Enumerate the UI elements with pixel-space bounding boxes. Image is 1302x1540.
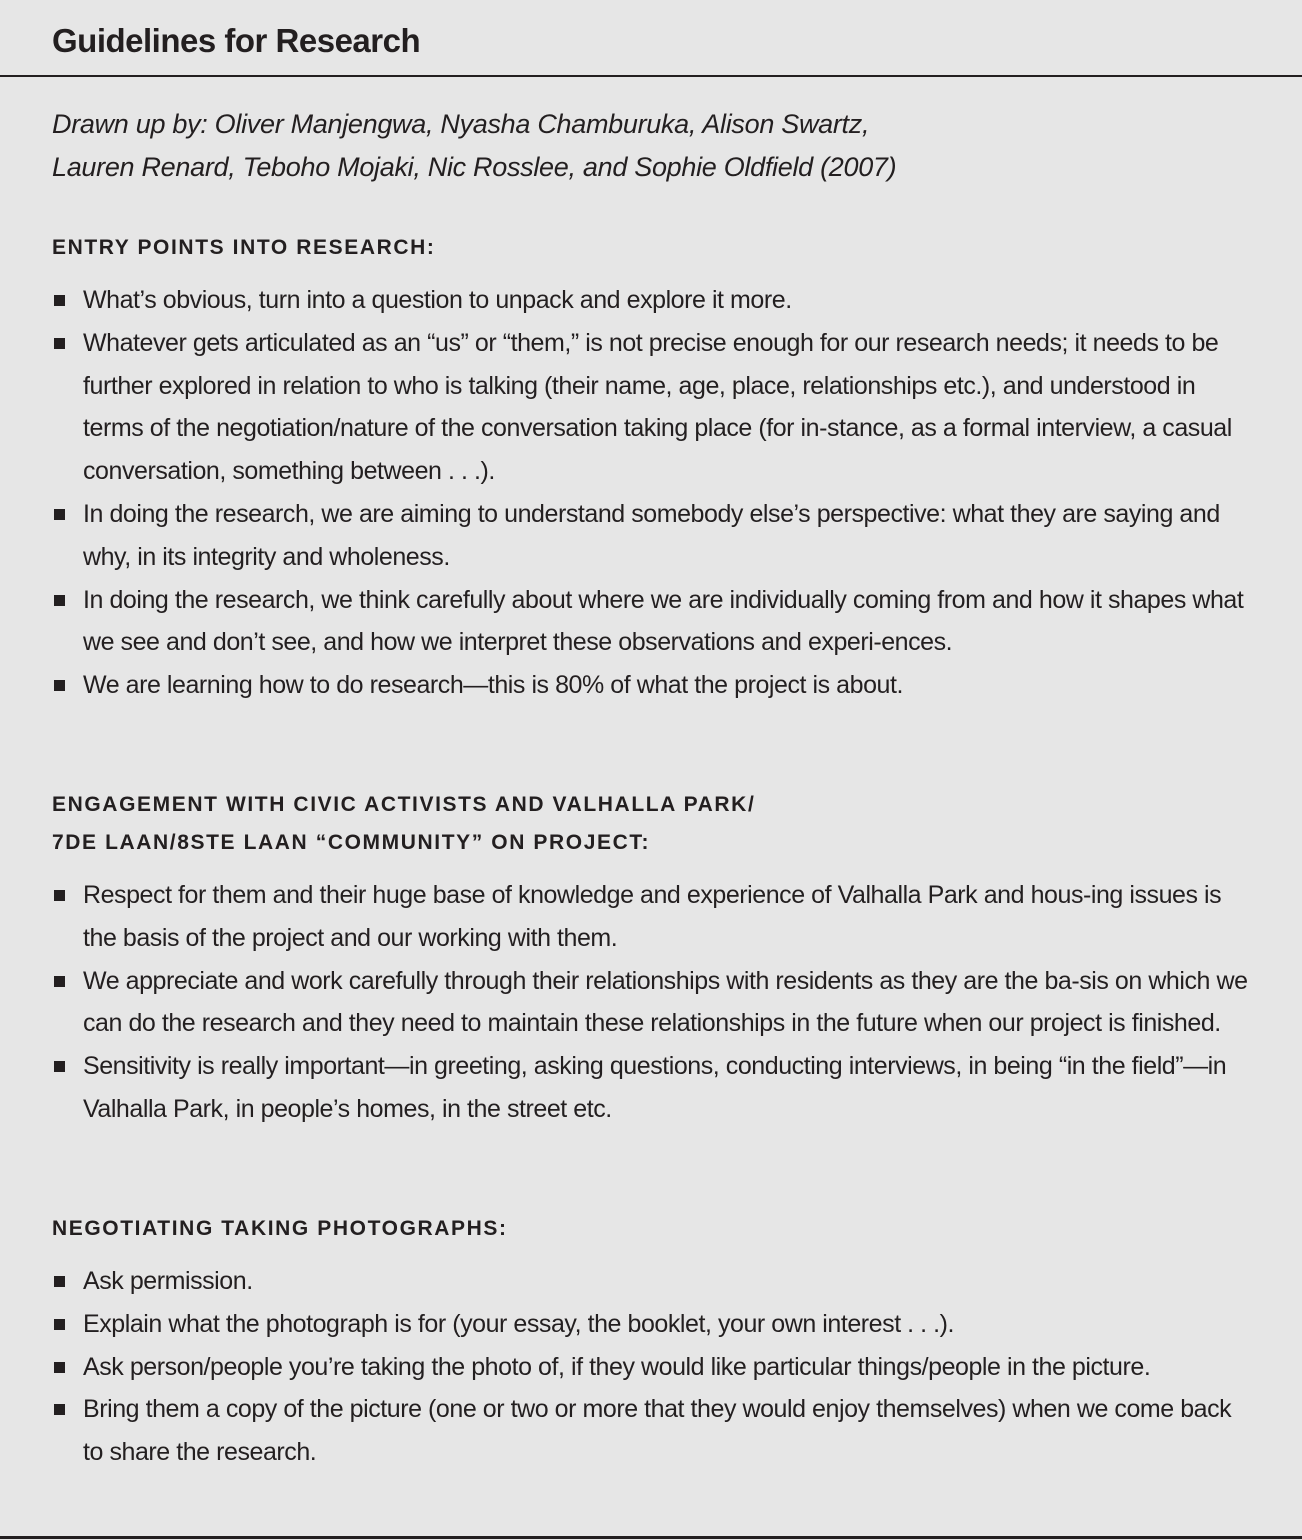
- section-heading-line: ENTRY POINTS INTO RESEARCH:: [52, 236, 436, 259]
- section-heading: [52, 786, 1252, 862]
- list-item-text: We appreciate and work carefully through their relationships with residents as they are the ba-sis on which we can do the research and they need to maintain these relationships in the future when our project is finished.: [83, 966, 1248, 1038]
- square-bullet-icon: [54, 1362, 65, 1373]
- list-item-text: Ask person/people you’re taking the photo of, if they would like particular things/people in the picture.: [83, 1352, 1151, 1381]
- square-bullet-icon: [54, 295, 65, 306]
- bullet-list: [52, 874, 1252, 1131]
- section-heading: [52, 229, 1252, 267]
- section-photographs: [52, 1210, 1252, 1474]
- list-item: [52, 1346, 1252, 1389]
- title-divider: [0, 75, 1302, 77]
- list-item: [52, 493, 1252, 579]
- section-heading-line: 7DE LAAN/8STE LAAN “COMMUNITY” ON PROJECT:: [52, 831, 651, 854]
- list-item: [52, 960, 1252, 1046]
- list-item-text: Respect for them and their huge base of knowledge and experience of Valhalla Park and hous-ing issues is the basis of the project and our working with them.: [83, 881, 1222, 952]
- page-title: Guidelines for Research: [52, 22, 421, 59]
- square-bullet-icon: [54, 1319, 65, 1330]
- list-item-text: Explain what the photograph is for (your essay, the booklet, your own interest . . .).: [83, 1309, 955, 1338]
- section-heading-line: NEGOTIATING TAKING PHOTOGRAPHS:: [52, 1217, 508, 1240]
- list-item-text: Ask permission.: [83, 1267, 253, 1295]
- list-item-text: Sensitivity is really important—in greeting, asking questions, conducting interviews, in being “in the field”—in Valhalla Park, in people’s homes, in the street etc.: [83, 1052, 1227, 1123]
- section-heading: [52, 1210, 1252, 1248]
- square-bullet-icon: [54, 1276, 65, 1287]
- byline-line-1: Drawn up by: Oliver Manjengwa, Nyasha Chamburuka, Alison Swartz,: [52, 109, 870, 139]
- list-item: [52, 1045, 1252, 1131]
- list-item: [52, 1303, 1252, 1346]
- list-item-text: What’s obvious, turn into a question to unpack and explore it more.: [83, 286, 792, 314]
- byline: [52, 103, 896, 189]
- square-bullet-icon: [54, 1061, 65, 1072]
- section-heading-line: ENGAGEMENT WITH CIVIC ACTIVISTS AND VALHALLA PARK/: [52, 793, 756, 816]
- list-item: [52, 322, 1252, 493]
- list-item: [52, 1260, 1252, 1303]
- square-bullet-icon: [54, 680, 65, 691]
- list-item-text: In doing the research, we think carefully about where we are individually coming from and how it shapes what we see and don’t see, and how we interpret these observations and experi-ences.: [83, 585, 1244, 657]
- list-item: [52, 664, 1252, 707]
- square-bullet-icon: [54, 1404, 65, 1415]
- section-entry-points: [52, 229, 1252, 707]
- bullet-list: [52, 279, 1252, 707]
- square-bullet-icon: [54, 976, 65, 987]
- list-item: [52, 579, 1252, 665]
- list-item-text: In doing the research, we are aiming to understand somebody else’s perspective: what they are saying and why, in its integrity and wholeness.: [83, 499, 1220, 571]
- list-item-text: Bring them a copy of the picture (one or two or more that they would enjoy themselves) when we come back to share the research.: [83, 1395, 1232, 1467]
- square-bullet-icon: [54, 509, 65, 520]
- list-item: [52, 279, 1252, 322]
- square-bullet-icon: [54, 338, 65, 349]
- list-item: [52, 1388, 1252, 1474]
- bottom-divider: [0, 1536, 1302, 1539]
- byline-line-2: Lauren Renard, Teboho Mojaki, Nic Rosslee, and Sophie Oldfield (2007): [52, 152, 897, 182]
- list-item: [52, 874, 1252, 960]
- section-engagement: [52, 786, 1252, 1131]
- square-bullet-icon: [54, 890, 65, 901]
- square-bullet-icon: [54, 595, 65, 606]
- bullet-list: [52, 1260, 1252, 1474]
- list-item-text: We are learning how to do research—this is 80% of what the project is about.: [83, 671, 903, 700]
- list-item-text: Whatever gets articulated as an “us” or “them,” is not precise enough for our research needs; it needs to be further explored in relation to who is talking (their name, age, place, relationships etc.), and understood in terms of the negotiation/nature of the conversation taking place (for in-stance, as a formal interview, a casual conversation, something between . . .).: [83, 328, 1232, 486]
